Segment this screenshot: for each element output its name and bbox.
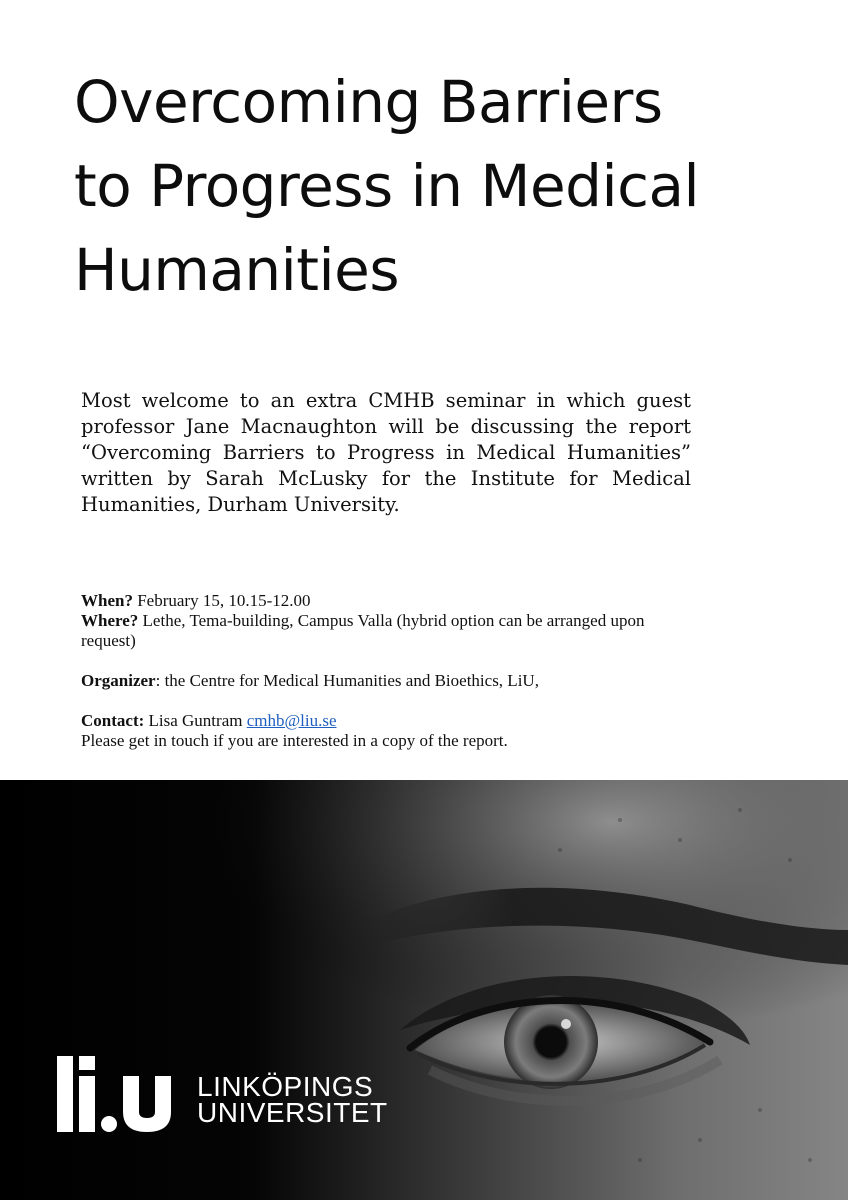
event-details [81, 591, 681, 751]
liu-mark-icon [57, 1056, 187, 1134]
where-label: Where? [81, 611, 139, 630]
contact-note: Please get in touch if you are interested in a copy of the report. [81, 731, 508, 750]
where-value: Lethe, Tema-building, Campus Valla (hybrid option can be arranged upon request) [81, 611, 645, 650]
university-name-line-2: UNIVERSITET [197, 1097, 388, 1128]
organizer-row [81, 671, 681, 691]
contact-name: Lisa Guntram [144, 711, 247, 730]
when-row [81, 591, 681, 611]
poster-title [74, 60, 794, 312]
contact-label: Contact: [81, 711, 145, 730]
where-row [81, 611, 681, 651]
organizer-value: : the Centre for Medical Humanities and Bioethics, LiU, [155, 671, 539, 690]
university-name-line-1: LINKÖPINGS [197, 1071, 374, 1102]
eye-photo [0, 780, 848, 1200]
organizer-label: Organizer [81, 671, 156, 690]
when-label: When? [81, 591, 133, 610]
when-value: February 15, 10.15-12.00 [132, 591, 311, 610]
contact-row [81, 711, 681, 731]
intro-paragraph: Most welcome to an extra CMHB seminar in which guest professor Jane Macnaughton will be discussing the report “Overcoming Barriers to Progress in Medical Humanities” written by Sarah McLusky for the Institute for Medical Humanities, Durham University. [81, 389, 691, 516]
title-line-1: Overcoming Barriers [74, 68, 663, 136]
title-line-3: Humanities [74, 236, 400, 304]
contact-email-link[interactable]: cmhb@liu.se [246, 711, 337, 730]
university-name [197, 1071, 388, 1128]
title-line-2: to Progress in Medical [74, 152, 700, 220]
university-logo [57, 1056, 388, 1134]
